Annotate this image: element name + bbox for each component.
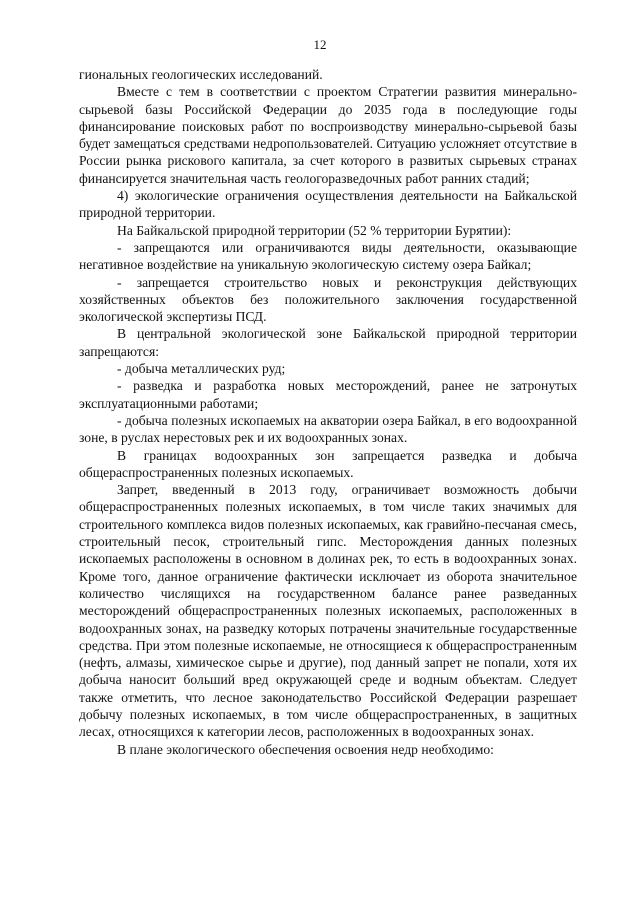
- paragraph: В плане экологического обеспечения освоения недр необходимо:: [117, 741, 494, 757]
- page-number: 12: [313, 37, 327, 52]
- paragraph: гиональных геологических исследований.: [79, 67, 323, 82]
- list-item: - добыча металлических руд;: [117, 361, 286, 377]
- list-item: - добыча полезных ископаемых на акватории озера Байкал, в его водоохранной зоне, в руслах нерестовых рек и их водоохранных зонах.: [79, 412, 577, 446]
- paragraph: В границах водоохранных зон запрещается разведка и добыча общераспространенных полезных ископаемых.: [79, 447, 577, 480]
- body-text: [79, 66, 577, 758]
- paragraph: Запрет, введенный в 2013 году, ограничивает возможность добычи общераспространенных полезных ископаемых, в том числе таких значимых для строительного комплекса видов полезных ископаемых, как гравийно-песчаная смесь, строительный песок, строительный гипс. Месторождения данных полезных ископаемых расположены в основном в долинах рек, то есть в водоохранных зонах. Кроме того, данное ограничение фактически исключает из оборота значительное количество числящихся на государственном балансе ранее разведанных месторождений общераспространенных полезных ископаемых, расположенных в водоохранных зонах, на разведку которых потрачены значительные государственные средства. При этом полезные ископаемые, не относящиеся к общераспространенным (нефть, алмазы, химическое сырье и другие), под данный запрет не попали, хотя их добыча наносит больший вред окружающей среде и водным объектам. Следует также отметить, что лесное законодательство Российской Федерации разрешает добычу полезных ископаемых, в том числе общераспространенных, в защитных лесах, относящихся к категории лесов, расположенных в водоохранных зонах.: [79, 482, 577, 740]
- paragraph: В центральной экологической зоне Байкальской природной территории запрещаются:: [79, 326, 577, 359]
- paragraph: Вместе с тем в соответствии с проектом Стратегии развития минерально-сырьевой базы Российской Федерации до 2035 года в последующие годы финансирование поисковых работ по воспроизводству минерально-сырьевой базы будет замещаться средствами недропользователей. Ситуацию усложняет отсутствие в России рынка рискового капитала, за счет которого в развитых сырьевых странах финансируется значительная часть геологоразведочных работ ранних стадий;: [79, 84, 577, 186]
- list-item: - запрещается строительство новых и реконструкция действующих хозяйственных объектов без положительного заключения государственной экологической экспертизы ПСД.: [79, 274, 577, 325]
- list-item: - разведка и разработка новых месторождений, ранее не затронутых эксплуатационными работами;: [79, 378, 577, 411]
- list-item: - запрещаются или ограничиваются виды деятельности, оказывающие негативное воздействие на уникальную экологическую систему озера Байкал;: [79, 239, 577, 273]
- paragraph: 4) экологические ограничения осуществления деятельности на Байкальской природной территории.: [79, 188, 577, 221]
- paragraph: На Байкальской природной территории (52 % территории Бурятии):: [117, 222, 512, 238]
